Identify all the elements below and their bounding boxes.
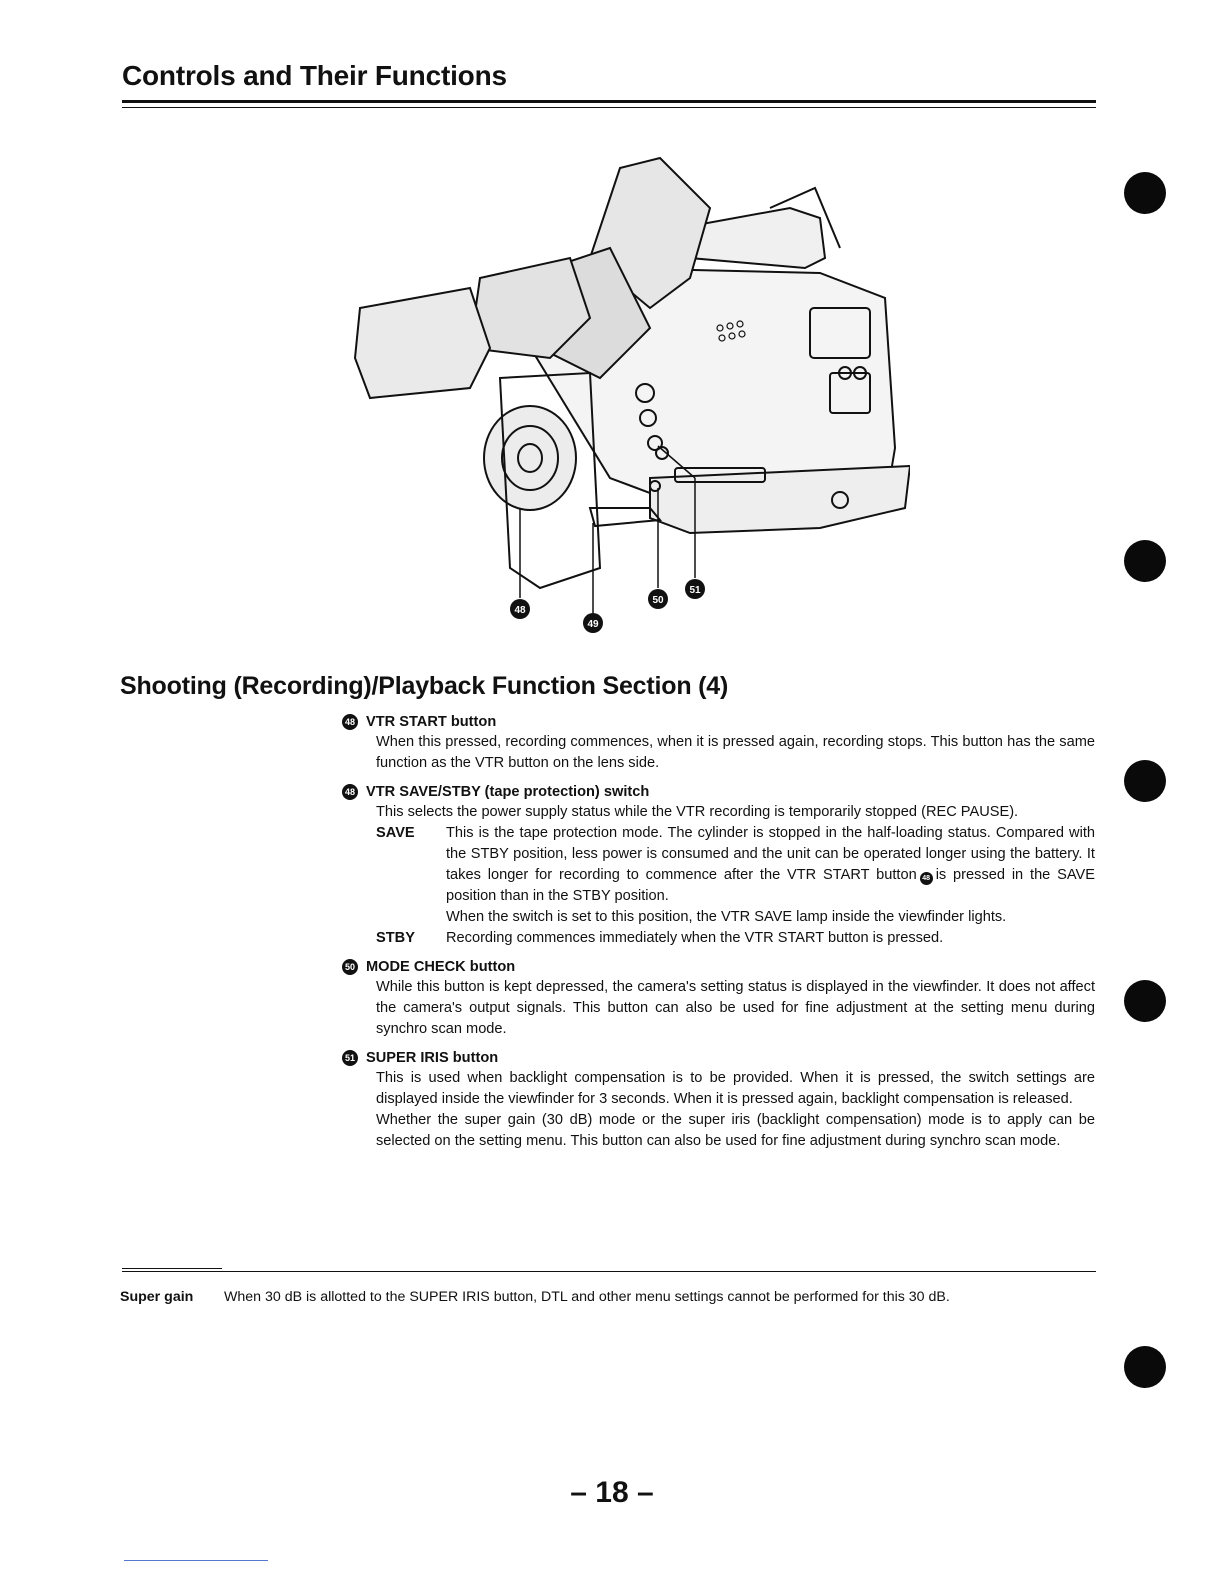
item-body-extra: Whether the super gain (30 dB) mode or the super iris (backlight compensation) mode is to apply can be selected on the setting menu. This button can also be used for fine adjustment during synchro scan mode. xyxy=(376,1112,1095,1149)
definition-text-extra: When the switch is set to this position, the VTR SAVE lamp inside the viewfinder lights. xyxy=(446,909,1007,925)
footnote-text: When 30 dB is allotted to the SUPER IRIS button, DTL and other menu settings cannot be performed for this 30 dB. xyxy=(224,1289,950,1305)
callout-48 xyxy=(510,599,530,619)
list-item xyxy=(340,712,1095,774)
svg-text:49: 49 xyxy=(587,619,599,630)
callout-50 xyxy=(648,589,668,609)
item-number-badge: 48 xyxy=(342,784,358,800)
inline-ref-badge: 48 xyxy=(920,872,933,885)
item-body: While this button is kept depressed, the camera's setting status is displayed in the viewfinder. It does not affect the camera's output signals. This button can also be used for fine adjustment at the setting menu during synchro scan mode. xyxy=(376,979,1095,1037)
footnote-dash xyxy=(122,1268,222,1269)
function-list xyxy=(340,712,1095,1160)
item-body: This is used when backlight compensation is to be provided. When it is pressed, the switch settings are displayed inside the viewfinder for 3 seconds. When it is pressed again, backlight compensation is released. xyxy=(376,1070,1095,1107)
item-title: VTR SAVE/STBY (tape protection) switch xyxy=(366,783,650,800)
footnote-rule xyxy=(122,1271,1096,1272)
binder-hole-4 xyxy=(1124,980,1166,1022)
binder-hole-2 xyxy=(1124,540,1166,582)
item-body: When this pressed, recording commences, when it is pressed again, recording stops. This button has the same function as the VTR button on the lens side. xyxy=(376,734,1095,771)
list-item xyxy=(340,957,1095,1040)
item-title: VTR START button xyxy=(366,713,497,730)
binder-hole-5 xyxy=(1124,1346,1166,1388)
list-item xyxy=(340,782,1095,949)
header-rule-thin xyxy=(122,107,1096,108)
camera-illustration xyxy=(350,148,910,638)
definition-stby xyxy=(376,928,1095,949)
definition-text: Recording commences immediately when the VTR START button is pressed. xyxy=(446,930,944,946)
item-body: This selects the power supply status while the VTR recording is temporarily stopped (REC PAUSE). xyxy=(376,804,1019,820)
section-title: Shooting (Recording)/Playback Function Section (4) xyxy=(120,672,729,700)
item-title: SUPER IRIS button xyxy=(366,1049,499,1066)
definition-text: This is the tape protection mode. The cylinder is stopped in the half-loading status. Compared with the STBY position, less power is consumed and the unit can be operated longer using the battery. It takes longer for recording to commence after the VTR START button xyxy=(446,825,1095,883)
item-title: MODE CHECK button xyxy=(366,958,516,975)
item-number-badge: 50 xyxy=(342,959,358,975)
list-item xyxy=(340,1048,1095,1152)
page-number: – 18 – xyxy=(570,1476,654,1509)
footnote-term: Super gain xyxy=(120,1289,194,1305)
svg-text:51: 51 xyxy=(689,585,701,596)
svg-text:48: 48 xyxy=(514,605,526,616)
binder-hole-1 xyxy=(1124,172,1166,214)
definition-text-cont: is pressed in the SAVE position than in the STBY position. xyxy=(446,867,1095,904)
item-number-badge: 48 xyxy=(342,714,358,730)
svg-text:50: 50 xyxy=(652,595,664,606)
bottom-link-line xyxy=(124,1560,268,1561)
definition-save xyxy=(376,823,1095,928)
callout-51 xyxy=(685,579,705,599)
item-number-badge: 51 xyxy=(342,1050,358,1066)
page-header-title: Controls and Their Functions xyxy=(122,60,507,91)
header-rule-thick xyxy=(122,100,1096,103)
callout-49 xyxy=(583,613,603,633)
definition-term: SAVE xyxy=(376,825,415,841)
binder-hole-3 xyxy=(1124,760,1166,802)
footnote xyxy=(120,1287,1095,1308)
definition-term: STBY xyxy=(376,930,415,946)
